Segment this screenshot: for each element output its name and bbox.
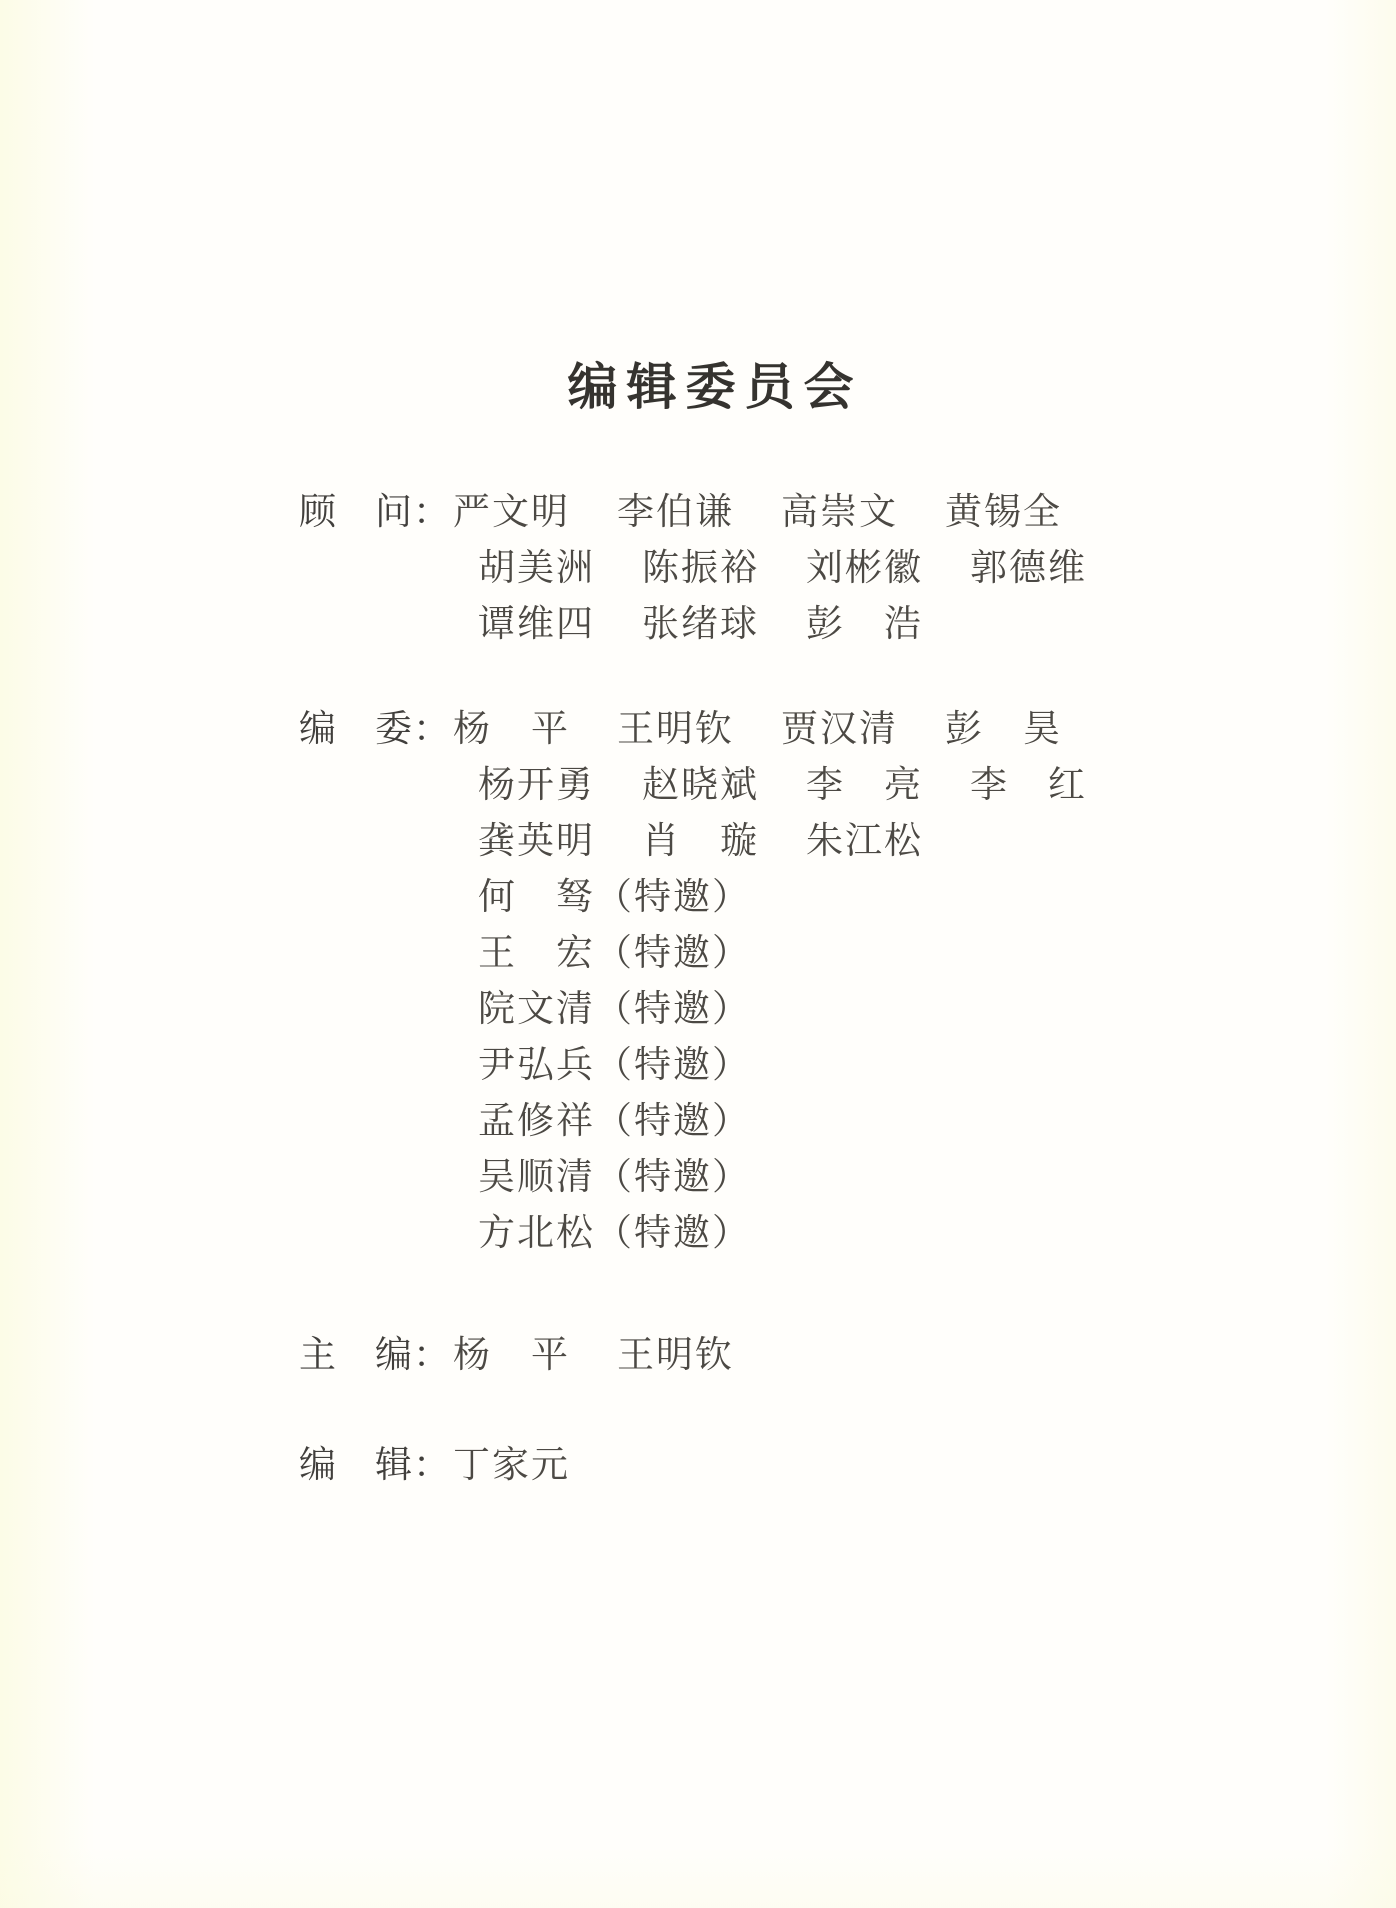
- person-name: 赵晓斌: [642, 765, 759, 806]
- person-name: 谭维四: [478, 604, 595, 645]
- text-line: [453, 1438, 570, 1494]
- text-line: [453, 1038, 1087, 1094]
- section-lines: [453, 702, 1087, 1262]
- person-name: 张绪球: [642, 604, 759, 645]
- person-name: 彭 浩: [806, 604, 923, 645]
- person-name: 陈振裕: [642, 548, 759, 589]
- person-name: 严文明: [453, 492, 570, 533]
- text-line: [453, 1206, 1087, 1262]
- person-name: 朱江松: [806, 821, 923, 862]
- text-line: [453, 485, 1087, 541]
- page-edge-tint-left: [0, 0, 95, 1908]
- person-name: 肖 璇: [642, 821, 759, 862]
- section-chief-editor: [299, 1328, 734, 1384]
- person-name: 杨 平: [453, 709, 570, 750]
- person-name: 尹弘兵（特邀）: [478, 1045, 751, 1086]
- text-line: [453, 758, 1087, 814]
- text-line: [453, 1328, 734, 1384]
- person-name: 龚英明: [478, 821, 595, 862]
- person-name: 杨开勇: [478, 765, 595, 806]
- person-name: 方北松（特邀）: [478, 1213, 751, 1254]
- person-name: 李伯谦: [617, 492, 734, 533]
- section-lines: [453, 1328, 734, 1384]
- text-line: [453, 597, 1087, 653]
- section-lines: [453, 485, 1087, 653]
- section-label-editorial-board: 编 委：: [299, 709, 451, 750]
- text-line: [453, 982, 1087, 1038]
- person-name: 王明钦: [617, 709, 734, 750]
- person-name: 院文清（特邀）: [478, 989, 751, 1030]
- section-editorial-board: [299, 702, 1087, 1262]
- text-line: [453, 870, 1087, 926]
- text-line: [453, 1094, 1087, 1150]
- page-edge-tint-right: [1326, 0, 1396, 1908]
- section-label-editor: 编 辑：: [299, 1445, 451, 1486]
- person-name: 贾汉清: [781, 709, 898, 750]
- section-lines: [453, 1438, 570, 1494]
- text-line: [453, 1150, 1087, 1206]
- person-name: 丁家元: [453, 1445, 570, 1486]
- person-name: 彭 昊: [945, 709, 1062, 750]
- text-line: [453, 702, 1087, 758]
- person-name: 黄锡全: [945, 492, 1062, 533]
- person-name: 李 亮: [806, 765, 923, 806]
- page-edge-tint-bottom: [0, 1848, 1396, 1908]
- person-name: 胡美洲: [478, 548, 595, 589]
- section-label-advisors: 顾 问：: [299, 492, 451, 533]
- person-name: 杨 平: [453, 1335, 570, 1376]
- person-name: 李 红: [970, 765, 1087, 806]
- page-title: 编辑委员会: [567, 359, 863, 415]
- section-editor: [299, 1438, 570, 1494]
- section-label-chief-editor: 主 编：: [299, 1335, 451, 1376]
- person-name: 王 宏（特邀）: [478, 933, 751, 974]
- person-name: 刘彬徽: [806, 548, 923, 589]
- person-name: 王明钦: [617, 1335, 734, 1376]
- person-name: 孟修祥（特邀）: [478, 1101, 751, 1142]
- text-line: [453, 926, 1087, 982]
- person-name: 吴顺清（特邀）: [478, 1157, 751, 1198]
- text-line: [453, 814, 1087, 870]
- text-line: [453, 541, 1087, 597]
- person-name: 高崇文: [781, 492, 898, 533]
- person-name: 郭德维: [970, 548, 1087, 589]
- section-advisors: [299, 485, 1087, 653]
- person-name: 何 驽（特邀）: [478, 877, 751, 918]
